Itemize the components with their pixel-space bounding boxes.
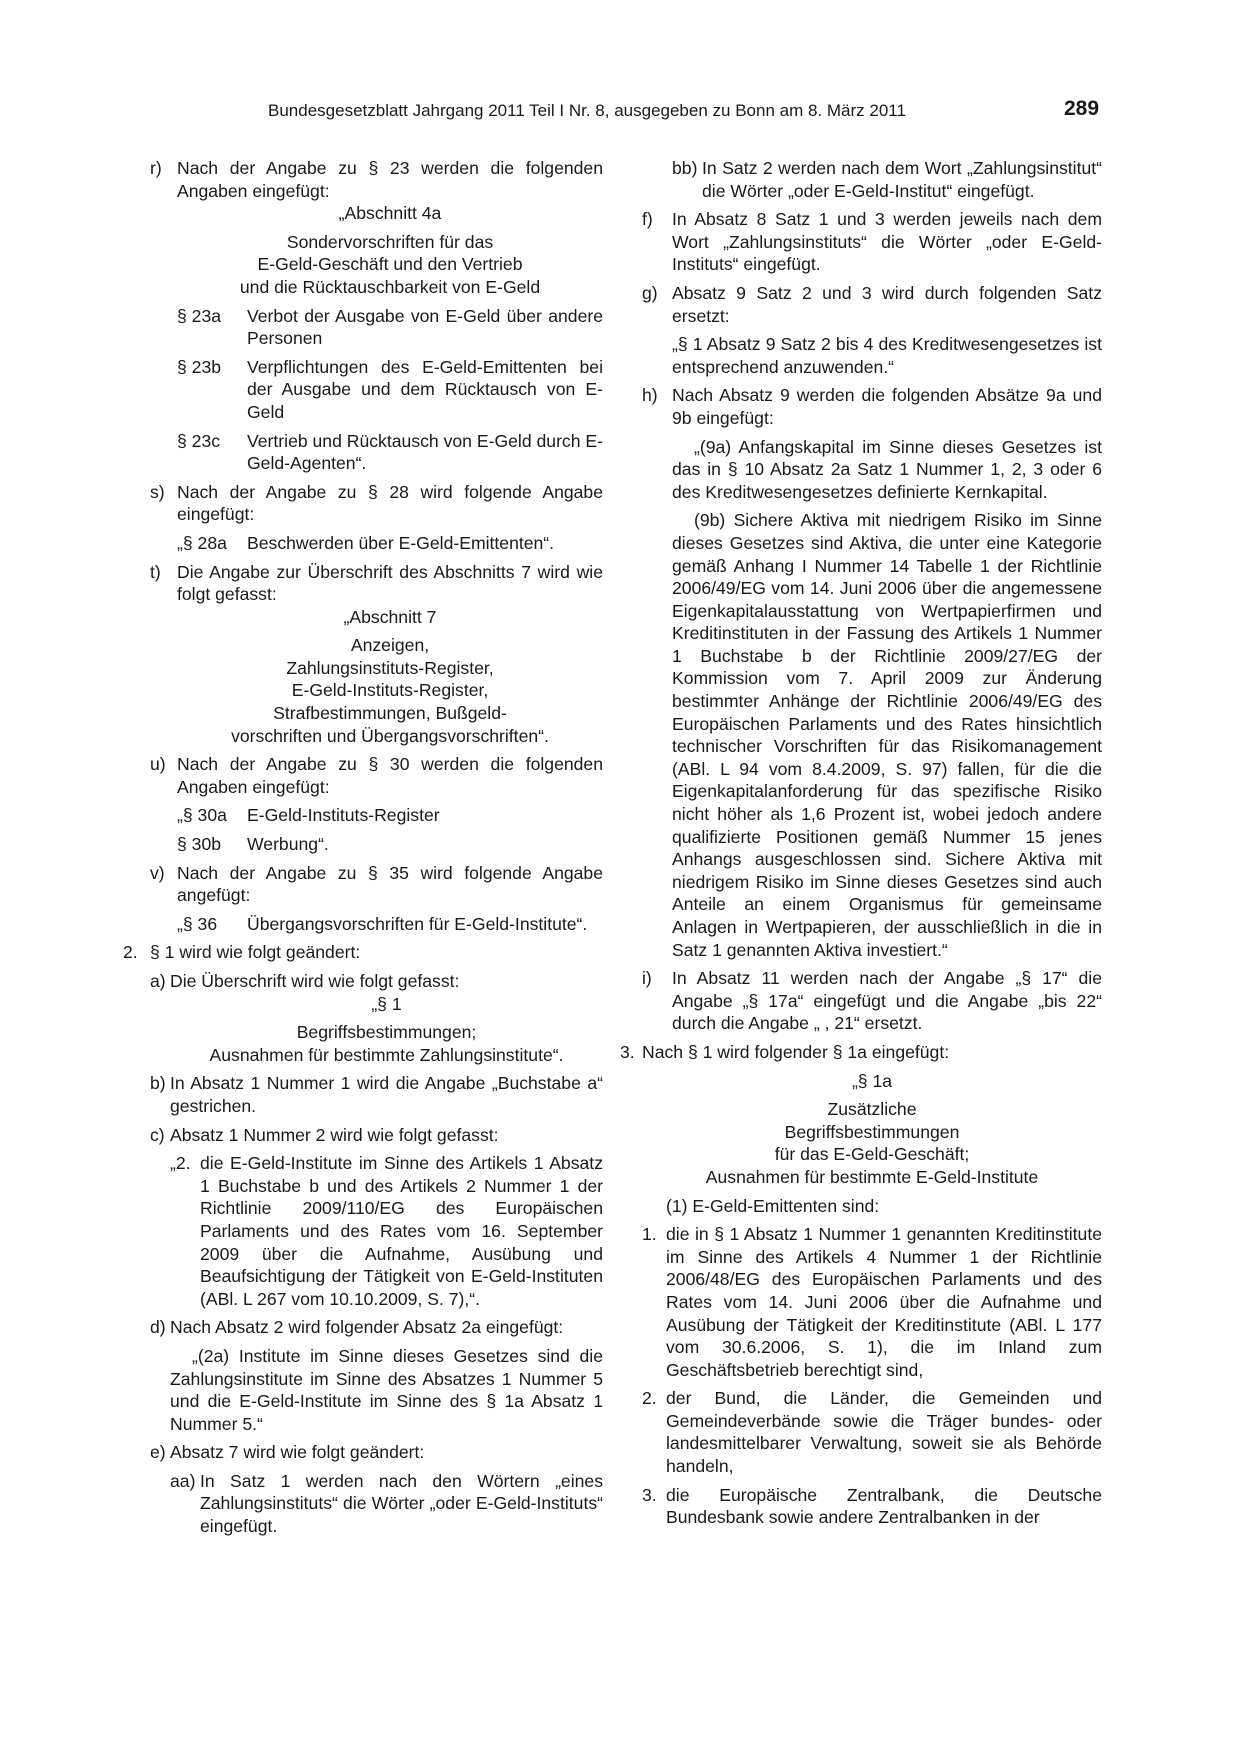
- item-text: In Absatz 11 werden nach der Angabe „§ 17“ die Angabe „§ 17a“ eingefügt und die Angabe „bis 22“ durch die Angabe „ , 21“ ersetzt.: [672, 968, 1102, 1034]
- section-title: [170, 1021, 603, 1066]
- item-text: Nach Absatz 9 werden die folgenden Absätze 9a und 9b eingefügt:: [672, 385, 1102, 428]
- section-text: Übergangsvorschriften für E-Geld-Institute“.: [247, 913, 588, 934]
- item-label: bb): [672, 158, 698, 178]
- list-item: [642, 1484, 1102, 1529]
- section-heading: „Abschnitt 7: [343, 606, 437, 627]
- item-text: Nach der Angabe zu § 23 werden die folgenden Angaben eingefügt:: [177, 158, 603, 201]
- item-text: Nach Absatz 2 wird folgender Absatz 2a eingefügt:: [170, 1317, 564, 1338]
- item-t: [150, 561, 603, 748]
- paragraph-1: (1) E-Geld-Emittenten sind:: [666, 1195, 880, 1216]
- item-3: [620, 1041, 1102, 1064]
- title-line: Begriffsbestimmungen;: [296, 1022, 477, 1043]
- section-text: Verbot der Ausgabe von E-Geld über andere Personen: [247, 305, 603, 349]
- item-text: Nach der Angabe zu § 30 werden die folgenden Angaben eingefügt:: [177, 754, 603, 797]
- quote-label: „2.: [170, 1153, 191, 1174]
- title-line: Zusätzliche: [827, 1099, 917, 1120]
- item-2e-bb: [642, 157, 1102, 202]
- section-entry: [177, 532, 603, 555]
- section-title: [177, 634, 603, 747]
- section-number: § 30b: [177, 834, 222, 855]
- paragraph-9b: (9b) Sichere Aktiva mit niedrigem Risiko im Sinne dieses Gesetzes sind Aktiva, die unter eine Kategorie gemäß Anhang I Nummer 14 Tabelle 1 der Richtlinie 2006/49/EG vom 14. Juni 2006 über die angemessene Eigenkapitalausstattung von Wertpapierfirmen und Kreditinstituten in der Fassung des Artikels 1 Nummer 1 Buchstabe b der Richtlinie 2009/27/EG der Kommission vom 7. April 2009 zur Änderung bestimmter Anhänge der Richtlinie 2006/49/EG des Europäischen Parlaments und des Rates hinsichtlich technischer Vorschriften für das Risikomanagement (ABl. L 94 vom 8.4.2009, S. 97) fallen, für die die Eigenkapitalanforderung für das spezifische Risiko nicht höher als 1,6 Prozent ist, wobei jedoch andere qualifizierte Positionen gemäß Nummer 15 jenes Anhangs ausgeschlossen sind. Sichere Aktiva mit niedrigem Risiko im Sinne dieses Gesetzes sind auch Anteile an einem Organismus für gemeinsame Anlagen in Wertpapieren, der ausschließlich in die in Satz 1 genannten Aktiva investiert.“: [672, 510, 1102, 960]
- title-line: E-Geld-Instituts-Register,: [291, 680, 489, 701]
- item-label: t): [150, 561, 161, 582]
- item-2h: [642, 384, 1102, 961]
- section-title: [177, 231, 603, 299]
- section-number: „§ 30a: [177, 805, 227, 826]
- item-label: 3.: [620, 1041, 635, 1062]
- item-label: s): [150, 481, 165, 502]
- title-line: vorschriften und Übergangsvorschriften“.: [231, 725, 549, 746]
- right-column: [620, 157, 1102, 1535]
- section-text: E-Geld-Instituts-Register: [247, 805, 440, 826]
- item-2i: [642, 967, 1102, 1035]
- item-2d: [150, 1316, 603, 1435]
- list-text: die Europäische Zentralbank, die Deutsche Bundesbank sowie andere Zentralbanken in der: [666, 1484, 1102, 1528]
- item-label: 2.: [123, 942, 138, 963]
- title-line: Ausnahmen für bestimmte Zahlungsinstitute“.: [209, 1044, 564, 1065]
- item-text: In Satz 1 werden nach den Wörtern „eines Zahlungsinstituts“ die Wörter „oder E-Geld-Instituts“ eingefügt.: [200, 1470, 603, 1537]
- section-entry: [177, 833, 603, 856]
- item-text: Absatz 7 wird wie folgt geändert:: [170, 1442, 425, 1463]
- item-text: Nach § 1 wird folgender § 1a eingefügt:: [642, 1041, 950, 1062]
- section-text: Verpflichtungen des E-Geld-Emittenten bei der Ausgabe und dem Rücktausch von E-Geld: [247, 356, 603, 422]
- item-text: In Satz 2 werden nach dem Wort „Zahlungsinstitut“ die Wörter „oder E-Geld-Institut“ eingefügt.: [702, 158, 1102, 201]
- item-text: Absatz 9 Satz 2 und 3 wird durch folgenden Satz ersetzt:: [672, 282, 1102, 326]
- title-line: E-Geld-Geschäft und den Vertrieb: [257, 254, 523, 275]
- quote-text: die E-Geld-Institute im Sinne des Artikels 1 Absatz 1 Buchstabe b und des Artikels 2 Nummer 1 der Richtlinie 2009/110/EG des Europäischen Parlaments und des Rates vom 16. September 2009 über die Aufnahme, Ausübung und Beaufsichtigung der Tätigkeit von E-Geld-Instituten (ABl. L 267 vom 10.10.2009, S. 7),“.: [200, 1153, 603, 1309]
- section-entry: [177, 430, 603, 475]
- title-line: für das E-Geld-Geschäft;: [774, 1144, 970, 1165]
- page-number: 289: [1064, 97, 1100, 120]
- quote-text: „§ 1 Absatz 9 Satz 2 bis 4 des Kreditwesengesetzes ist entsprechend anzuwenden.“: [672, 334, 1102, 377]
- title-line: und die Rücktauschbarkeit von E-Geld: [239, 276, 541, 297]
- section-number: „§ 36: [177, 913, 218, 934]
- item-2f: [642, 208, 1102, 276]
- item-label: aa): [170, 1470, 196, 1491]
- item-label: c): [150, 1124, 165, 1145]
- item-2e: [150, 1441, 603, 1537]
- section-number: § 23b: [177, 356, 222, 377]
- item-text: Die Angabe zur Überschrift des Abschnitts 7 wird wie folgt gefasst:: [177, 561, 603, 605]
- item-text: Nach der Angabe zu § 28 wird folgende Angabe eingefügt:: [177, 481, 603, 525]
- item-r: [150, 157, 603, 475]
- list-item: [642, 1223, 1102, 1381]
- item-label: f): [642, 209, 653, 230]
- item-label: u): [150, 754, 166, 775]
- section-heading: „§ 1a: [851, 1070, 893, 1091]
- section-number: § 23c: [177, 430, 221, 451]
- paragraph-9a: „(9a) Anfangskapital im Sinne dieses Gesetzes ist das in § 10 Absatz 2a Satz 1 Nummer 1, 2, 3 oder 6 des Kreditwesengesetzes definierte Kernkapital.: [672, 436, 1102, 502]
- section-entry: [177, 804, 603, 827]
- item-u: [150, 753, 603, 855]
- section-heading: „§ 1: [371, 993, 402, 1014]
- list-text: die in § 1 Absatz 1 Nummer 1 genannten Kreditinstitute im Sinne des Artikels 4 Nummer 1 der Richtlinie 2006/48/EG des Europäischen Parlaments und des Rates vom 14. Juni 2006 über die Aufnahme und Ausübung der Tätigkeit der Kreditinstitute (ABl. L 177 vom 30.6.2006, S. 1), die im Inland zum Geschäftsbetrieb berechtigt sind,: [666, 1224, 1102, 1380]
- item-label: r): [150, 158, 162, 178]
- item-text: In Absatz 1 Nummer 1 wird die Angabe „Buchstabe a“ gestrichen.: [170, 1073, 603, 1116]
- section-text: Werbung“.: [247, 834, 329, 855]
- item-text: Nach der Angabe zu § 35 wird folgende Angabe angefügt:: [177, 862, 603, 906]
- quote-text: „(2a) Institute im Sinne dieses Gesetzes sind die Zahlungsinstitute im Sinne des Absatzes 1 Nummer 5 und die E-Geld-Institute im Sinne des § 1a Absatz 1 Nummer 5.“: [170, 1345, 603, 1434]
- list-item: [642, 1387, 1102, 1477]
- item-label: g): [642, 282, 658, 303]
- section-heading: „Abschnitt 4a: [338, 203, 442, 224]
- item-s: [150, 481, 603, 555]
- section-entry: [177, 305, 603, 350]
- item-v: [150, 862, 603, 936]
- item-text: Absatz 1 Nummer 2 wird wie folgt gefasst:: [170, 1124, 499, 1145]
- item-label: a): [150, 971, 166, 991]
- item-2c: [150, 1124, 603, 1311]
- list-number: 2.: [642, 1388, 657, 1409]
- left-column: [123, 157, 603, 1544]
- item-2a: [150, 970, 603, 1066]
- item-2g: [642, 282, 1102, 378]
- section-entry: [177, 356, 603, 424]
- title-line: Zahlungsinstituts-Register,: [286, 657, 494, 678]
- item-text: § 1 wird wie folgt geändert:: [150, 942, 361, 963]
- item-text: In Absatz 8 Satz 1 und 3 werden jeweils nach dem Wort „Zahlungsinstituts“ die Wörter „oder E-Geld-Instituts“ eingefügt.: [672, 209, 1102, 275]
- list-number: 1.: [642, 1224, 657, 1245]
- item-text: Die Überschrift wird wie folgt gefasst:: [170, 971, 460, 991]
- list-text: der Bund, die Länder, die Gemeinden und Gemeindeverbände sowie die Träger bundes- oder landesmittelbarer Verwaltung, soweit sie als Behörde handeln,: [666, 1388, 1102, 1477]
- title-line: Anzeigen,: [350, 635, 430, 656]
- item-label: i): [642, 968, 652, 989]
- section-title: [642, 1098, 1102, 1188]
- item-2b: [150, 1072, 603, 1117]
- item-2e-aa: [170, 1470, 603, 1538]
- section-text: Vertrieb und Rücktausch von E-Geld durch E-Geld-Agenten“.: [247, 430, 603, 474]
- running-header: Bundesgesetzblatt Jahrgang 2011 Teil I Nr. 8, ausgegeben zu Bonn am 8. März 2011: [268, 101, 906, 120]
- item-label: e): [150, 1442, 166, 1463]
- section-text: Beschwerden über E-Geld-Emittenten“.: [247, 532, 555, 553]
- title-line: Strafbestimmungen, Bußgeld-: [273, 703, 507, 724]
- title-line: Begriffsbestimmungen: [784, 1121, 960, 1142]
- title-line: Ausnahmen für bestimmte E-Geld-Institute: [705, 1166, 1039, 1187]
- list-number: 3.: [642, 1484, 657, 1505]
- item-2: [123, 941, 603, 964]
- item-label: v): [150, 862, 165, 883]
- quoted-number: [170, 1152, 603, 1310]
- item-label: h): [642, 385, 658, 406]
- title-line: Sondervorschriften für das: [286, 231, 494, 252]
- section-number: „§ 28a: [177, 532, 227, 553]
- item-label: d): [150, 1317, 166, 1338]
- section-entry: [177, 913, 603, 936]
- item-label: b): [150, 1073, 166, 1094]
- section-number: § 23a: [177, 305, 222, 326]
